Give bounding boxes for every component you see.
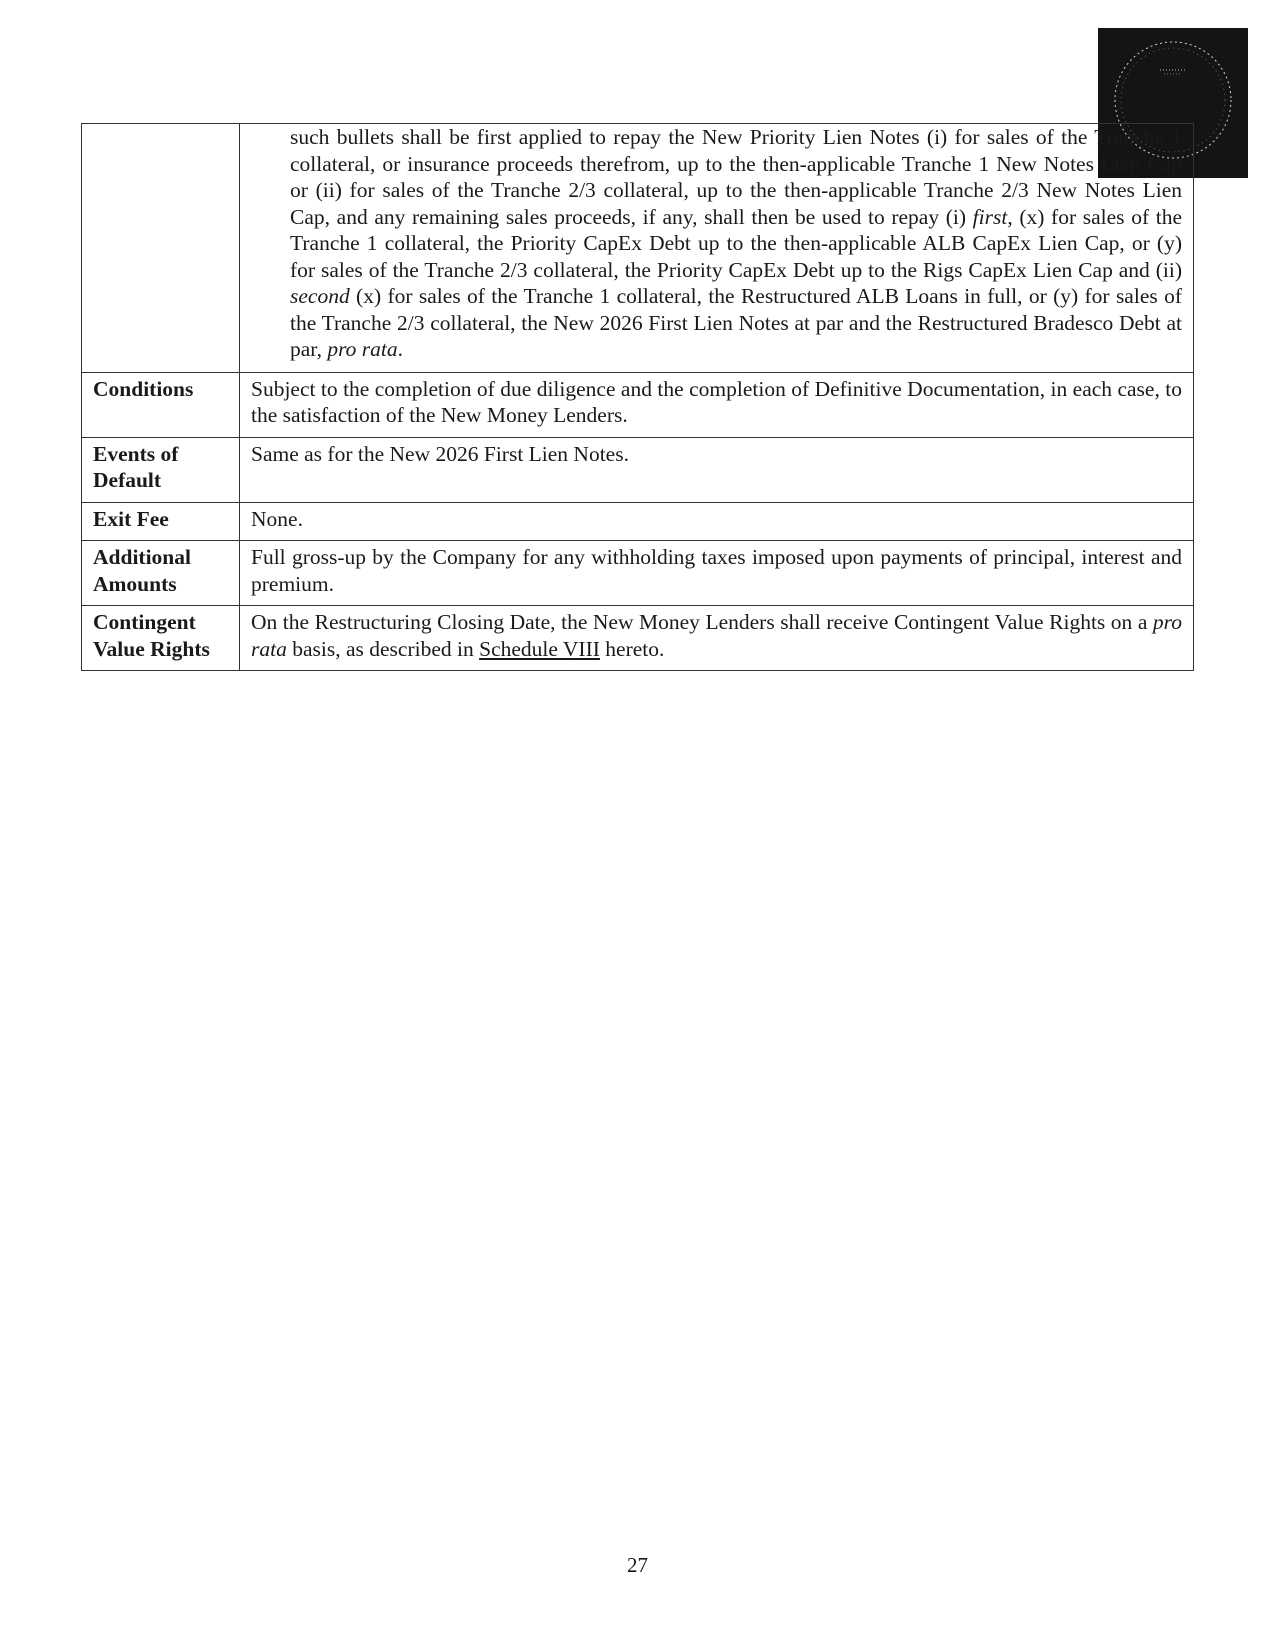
row-label: Additional Amounts — [82, 541, 240, 606]
row-text: Full gross-up by the Company for any withholding taxes imposed upon payments of principal, interest and premium. — [240, 541, 1194, 606]
table-row-additional-amounts — [82, 541, 1194, 606]
table-row-exit-fee — [82, 502, 1194, 541]
row-text: None. — [240, 502, 1194, 541]
row-text: Same as for the New 2026 First Lien Notes. — [240, 437, 1194, 502]
schedule-viii-reference: Schedule VIII — [479, 636, 600, 661]
table-row-events-of-default — [82, 437, 1194, 502]
row-label: Events of Default — [82, 437, 240, 502]
page-number: 27 — [627, 1553, 648, 1577]
empty-label-cell — [82, 124, 240, 373]
italic-second: second — [290, 284, 350, 308]
table-row-continuation — [82, 124, 1194, 373]
table-row-conditions — [82, 372, 1194, 437]
row-label: Conditions — [82, 372, 240, 437]
table-row-contingent-value-rights — [82, 606, 1194, 671]
row-label: Contingent Value Rights — [82, 606, 240, 671]
continuation-text: such bullets shall be first applied to repay the New Priority Lien Notes (i) for sales of the Tranche 1 collateral, or insurance proceeds therefrom, up to the then-applicable Tranche 1 New Notes Lien Cap or (ii) for sales of the Tranche 2/3 collateral, up to the then-applicable Tranche 2/3 New Notes Lien Cap, and any remaining sales proceeds, if any, shall then be used to repay (i) first, (x) for sales of the Tranche 1 collateral, the Priority CapEx Debt up to the then-applicable ALB CapEx Lien Cap, or (y) for sales of the Tranche 2/3 collateral, the Priority CapEx Debt up to the Rigs CapEx Lien Cap and (ii) second (x) for sales of the Tranche 1 collateral, the Restructured ALB Loans in full, or (y) for sales of the Tranche 2/3 collateral, the New 2026 First Lien Notes at par and the Restructured Bradesco Debt at par, pro rata. — [240, 124, 1194, 373]
row-text: Subject to the completion of due diligence and the completion of Definitive Documentation, in each case, to the satisfaction of the New Money Lenders. — [240, 372, 1194, 437]
row-label: Exit Fee — [82, 502, 240, 541]
term-sheet-table — [81, 123, 1194, 671]
italic-pro-rata: pro rata — [251, 610, 1182, 661]
row-text: On the Restructuring Closing Date, the New Money Lenders shall receive Contingent Value Rights on a pro rata basis, as described in Schedule VIII hereto. — [240, 606, 1194, 671]
italic-pro-rata: pro rata — [327, 337, 398, 361]
italic-first: first — [972, 204, 1008, 229]
